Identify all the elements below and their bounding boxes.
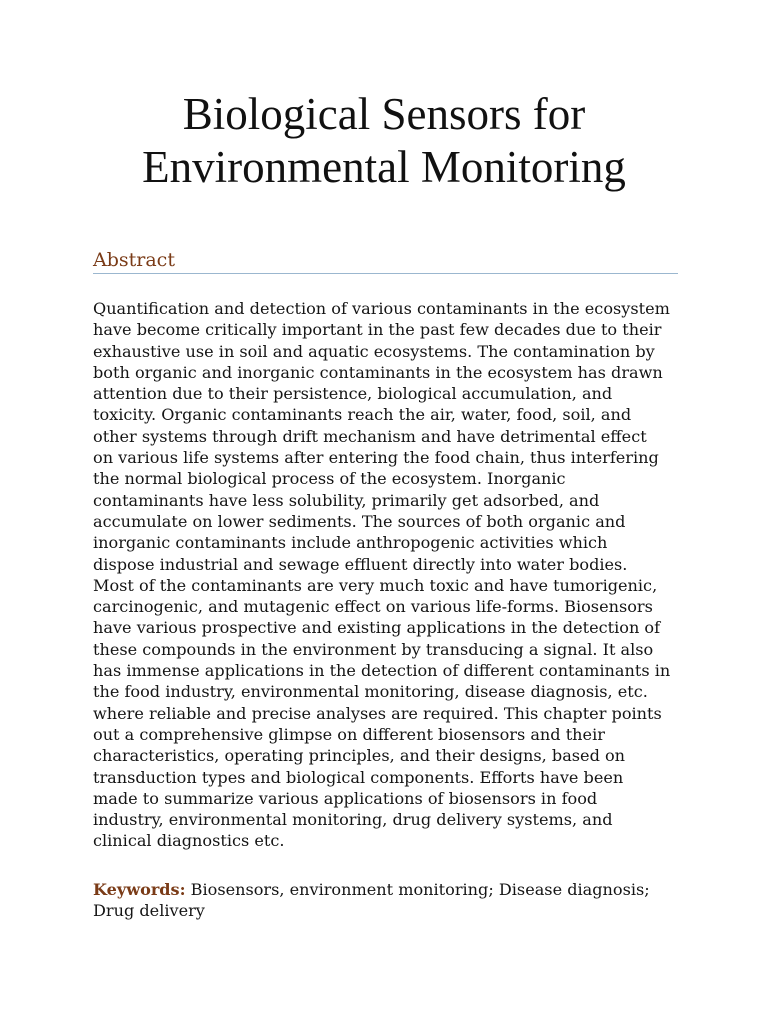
abstract-line: transduction types and biological components. Efforts have been (93, 767, 624, 787)
abstract-line: the normal biological process of the ecosystem. Inorganic (93, 469, 566, 489)
keywords-text: Biosensors, environment monitoring; Disease diagnosis; (185, 880, 650, 899)
abstract-line: dispose industrial and sewage effluent directly into water bodies. (93, 554, 628, 574)
abstract-line: has immense applications in the detection of different contaminants in (93, 661, 671, 681)
abstract-line: the food industry, environmental monitoring, disease diagnosis, etc. (93, 682, 648, 702)
abstract-line: industry, environmental monitoring, drug delivery systems, and (93, 810, 613, 830)
abstract-line: these compounds in the environment by transducing a signal. It also (93, 639, 654, 659)
abstract-line: Quantification and detection of various contaminants in the ecosystem (93, 299, 670, 318)
abstract-line: contaminants have less solubility, primarily get adsorbed, and (93, 490, 600, 510)
abstract-line: toxicity. Organic contaminants reach the air, water, food, soil, and (93, 405, 632, 425)
abstract-line: exhaustive use in soil and aquatic ecosystems. The contamination by (93, 341, 655, 361)
keywords-line-1 (93, 879, 683, 900)
abstract-body (93, 298, 683, 852)
title-line-1: Biological Sensors for (182, 89, 586, 139)
title-line-2: Environmental Monitoring (142, 142, 626, 192)
abstract-line: other systems through drift mechanism and have detrimental effect (93, 426, 647, 446)
abstract-line: characteristics, operating principles, and their designs, based on (93, 746, 626, 766)
abstract-line: out a comprehensive glimpse on different biosensors and their (93, 724, 605, 744)
document-title (60, 88, 708, 194)
keywords-label: Keywords: (93, 880, 186, 899)
keywords-line-2: Drug delivery (93, 901, 205, 921)
abstract-heading-divider (93, 273, 678, 274)
abstract-line: carcinogenic, and mutagenic effect on various life-forms. Biosensors (93, 597, 653, 617)
abstract-line: have become critically important in the past few decades due to their (93, 320, 662, 340)
abstract-line: clinical diagnostics etc. (93, 831, 285, 851)
abstract-line: where reliable and precise analyses are required. This chapter points (93, 703, 662, 723)
abstract-line: inorganic contaminants include anthropogenic activities which (93, 533, 608, 553)
abstract-line: have various prospective and existing applications in the detection of (93, 618, 661, 638)
abstract-line: both organic and inorganic contaminants in the ecosystem has drawn (93, 362, 663, 382)
abstract-line: made to summarize various applications of biosensors in food (93, 788, 598, 808)
abstract-heading: Abstract (93, 249, 175, 271)
abstract-line: accumulate on lower sediments. The sources of both organic and (93, 511, 626, 531)
abstract-line: Most of the contaminants are very much toxic and have tumorigenic, (93, 575, 658, 595)
abstract-line: attention due to their persistence, biological accumulation, and (93, 384, 613, 404)
keywords-paragraph (93, 879, 683, 922)
abstract-line: on various life systems after entering the food chain, thus interfering (93, 448, 659, 468)
